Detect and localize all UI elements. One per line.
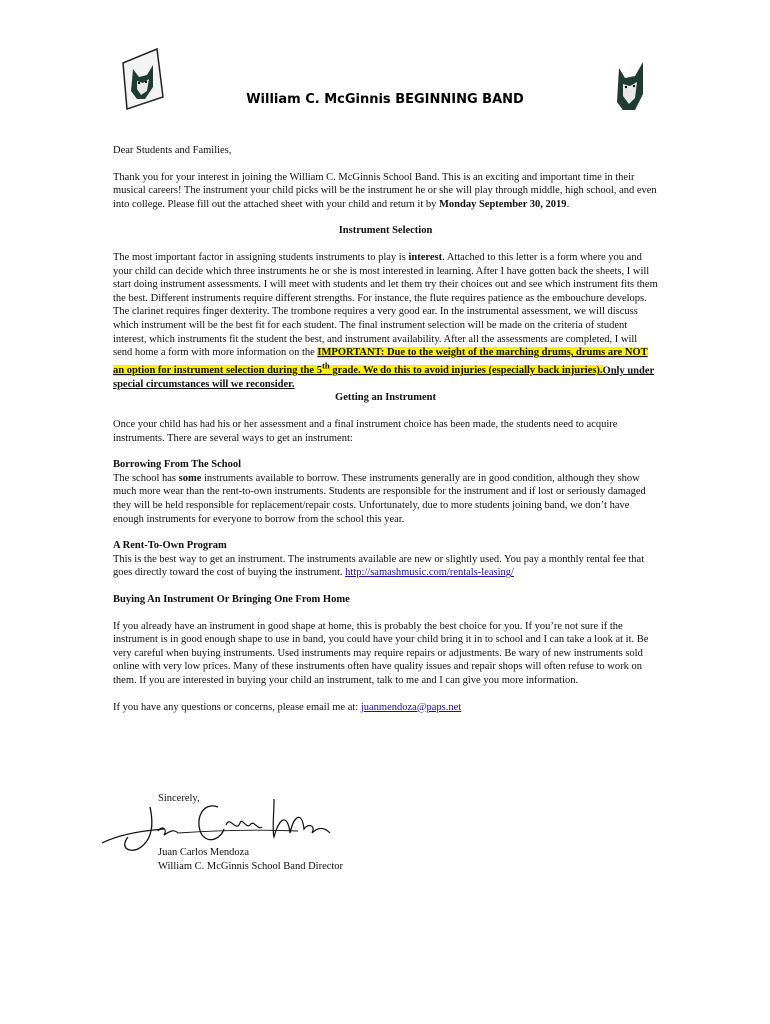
rent-text: This is the best way to get an instrument. The instruments available are new or slightly used. You pay a monthly rental fee that goes directly toward the cost of buying the instrument. [113, 553, 645, 579]
letter-body [113, 144, 658, 714]
email-link[interactable]: juanmendoza@paps.net [360, 701, 462, 713]
important-sup: th [321, 360, 330, 371]
important-text: IMPORTANT: Due to the weight of the marching drums, drums are NOT an option for instrument selection during the 5 [113, 347, 648, 377]
questions-paragraph [113, 701, 658, 715]
selection-paragraph [113, 251, 658, 391]
selection-text: The most important factor in assigning students instruments to play is [113, 251, 409, 263]
intro-text: Thank you for your interest in joining the William C. McGinnis School Band. This is an exciting and important time in their musical careers! The instrument your child picks will be the instrument he or she will play through middle, high school, and even into college. Please fill out the attached sheet with your child and return it by [113, 171, 657, 210]
selection-text-2: . Attached to this letter is a form where you and your child can decide which three instruments he or she is most interested in learning. After I have gotten back the sheets, I will start doing instrument assessments. I will meet with students and let them try their choices out and see which instrument fits them the best. Different instruments require different strengths. For instance, the flute requires patience as the embouchure develops. The clarinet requires finger dexterity. The trombone requires a very good ear. In the instrumental assessment, we will discuss which instrument will be the best fit for each student. The final instrument selection will be made on the criteria of student interest, which instruments fit the student the best, and instrument availability. After all the assessments are completed, I will send home a form with more information on the [113, 251, 658, 359]
closing: Sincerely, [158, 793, 200, 804]
section-heading-buying: Buying An Instrument Or Bringing One From Home [113, 593, 350, 605]
greeting: Dear Students and Families, [113, 145, 232, 156]
section-heading-borrowing: Borrowing From The School [113, 459, 242, 471]
intro-end: . [566, 198, 570, 210]
page-title: William C. McGinnis BEGINNING BAND [246, 92, 524, 107]
buy-paragraph: If you already have an instrument in good shape at home, this is probably the best choice for you. If you’re not sure if the instrument is in good enough shape to use in band, you could have your child bring it in to school and I can take a look at it. Be very careful when buying instruments. Used instruments may require repairs or adjustments. Be wary of new instruments sold online with very low prices. Many of these instruments often have quality issues and repair shops will often refuse to work on them. If you are interested in buying your child an instrument, talk to me and I can give you more information. [113, 620, 649, 686]
signer-role: William C. McGinnis School Band Director [158, 861, 344, 872]
getting-paragraph: Once your child has had his or her assessment and a final instrument choice has been made, the students need to acquire instruments. There are several ways to get an instrument: [113, 419, 618, 444]
borrow-paragraph [113, 472, 658, 526]
interest-word: interest [408, 251, 443, 263]
rent-link[interactable]: http://samashmusic.com/rentals-leasing/ [345, 567, 514, 579]
borrow-some: some [178, 472, 202, 484]
rent-paragraph [113, 553, 658, 580]
due-date: Monday September 30, 2019 [439, 198, 567, 210]
borrow-text: The school has [113, 472, 179, 484]
signature-block [98, 785, 348, 881]
borrow-text-2: instruments available to borrow. These instruments generally are in good condition, although they show much more wear than the rent-to-own instruments. Students are responsible for the instrument and if lost or seriously damaged they will be held responsible for replacement/repair costs. Unfortunately, due to more students joining band, we don’t have enough instruments for everyone to borrow from the school this year. [113, 472, 646, 525]
section-heading-instrument-selection: Instrument Selection [338, 225, 433, 237]
questions-text: If you have any questions or concerns, please email me at: [113, 701, 361, 713]
section-heading-rent: A Rent-To-Own Program [113, 540, 227, 552]
section-heading-getting-instrument: Getting an Instrument [335, 392, 436, 404]
important-text-2: grade. We do this to avoid injuries (especially back injuries). [329, 365, 603, 377]
signer-name: Juan Carlos Mendoza [158, 847, 249, 858]
reconsider-notice: Only under special circumstances will we reconsider. [113, 365, 655, 390]
intro-paragraph [113, 171, 658, 212]
